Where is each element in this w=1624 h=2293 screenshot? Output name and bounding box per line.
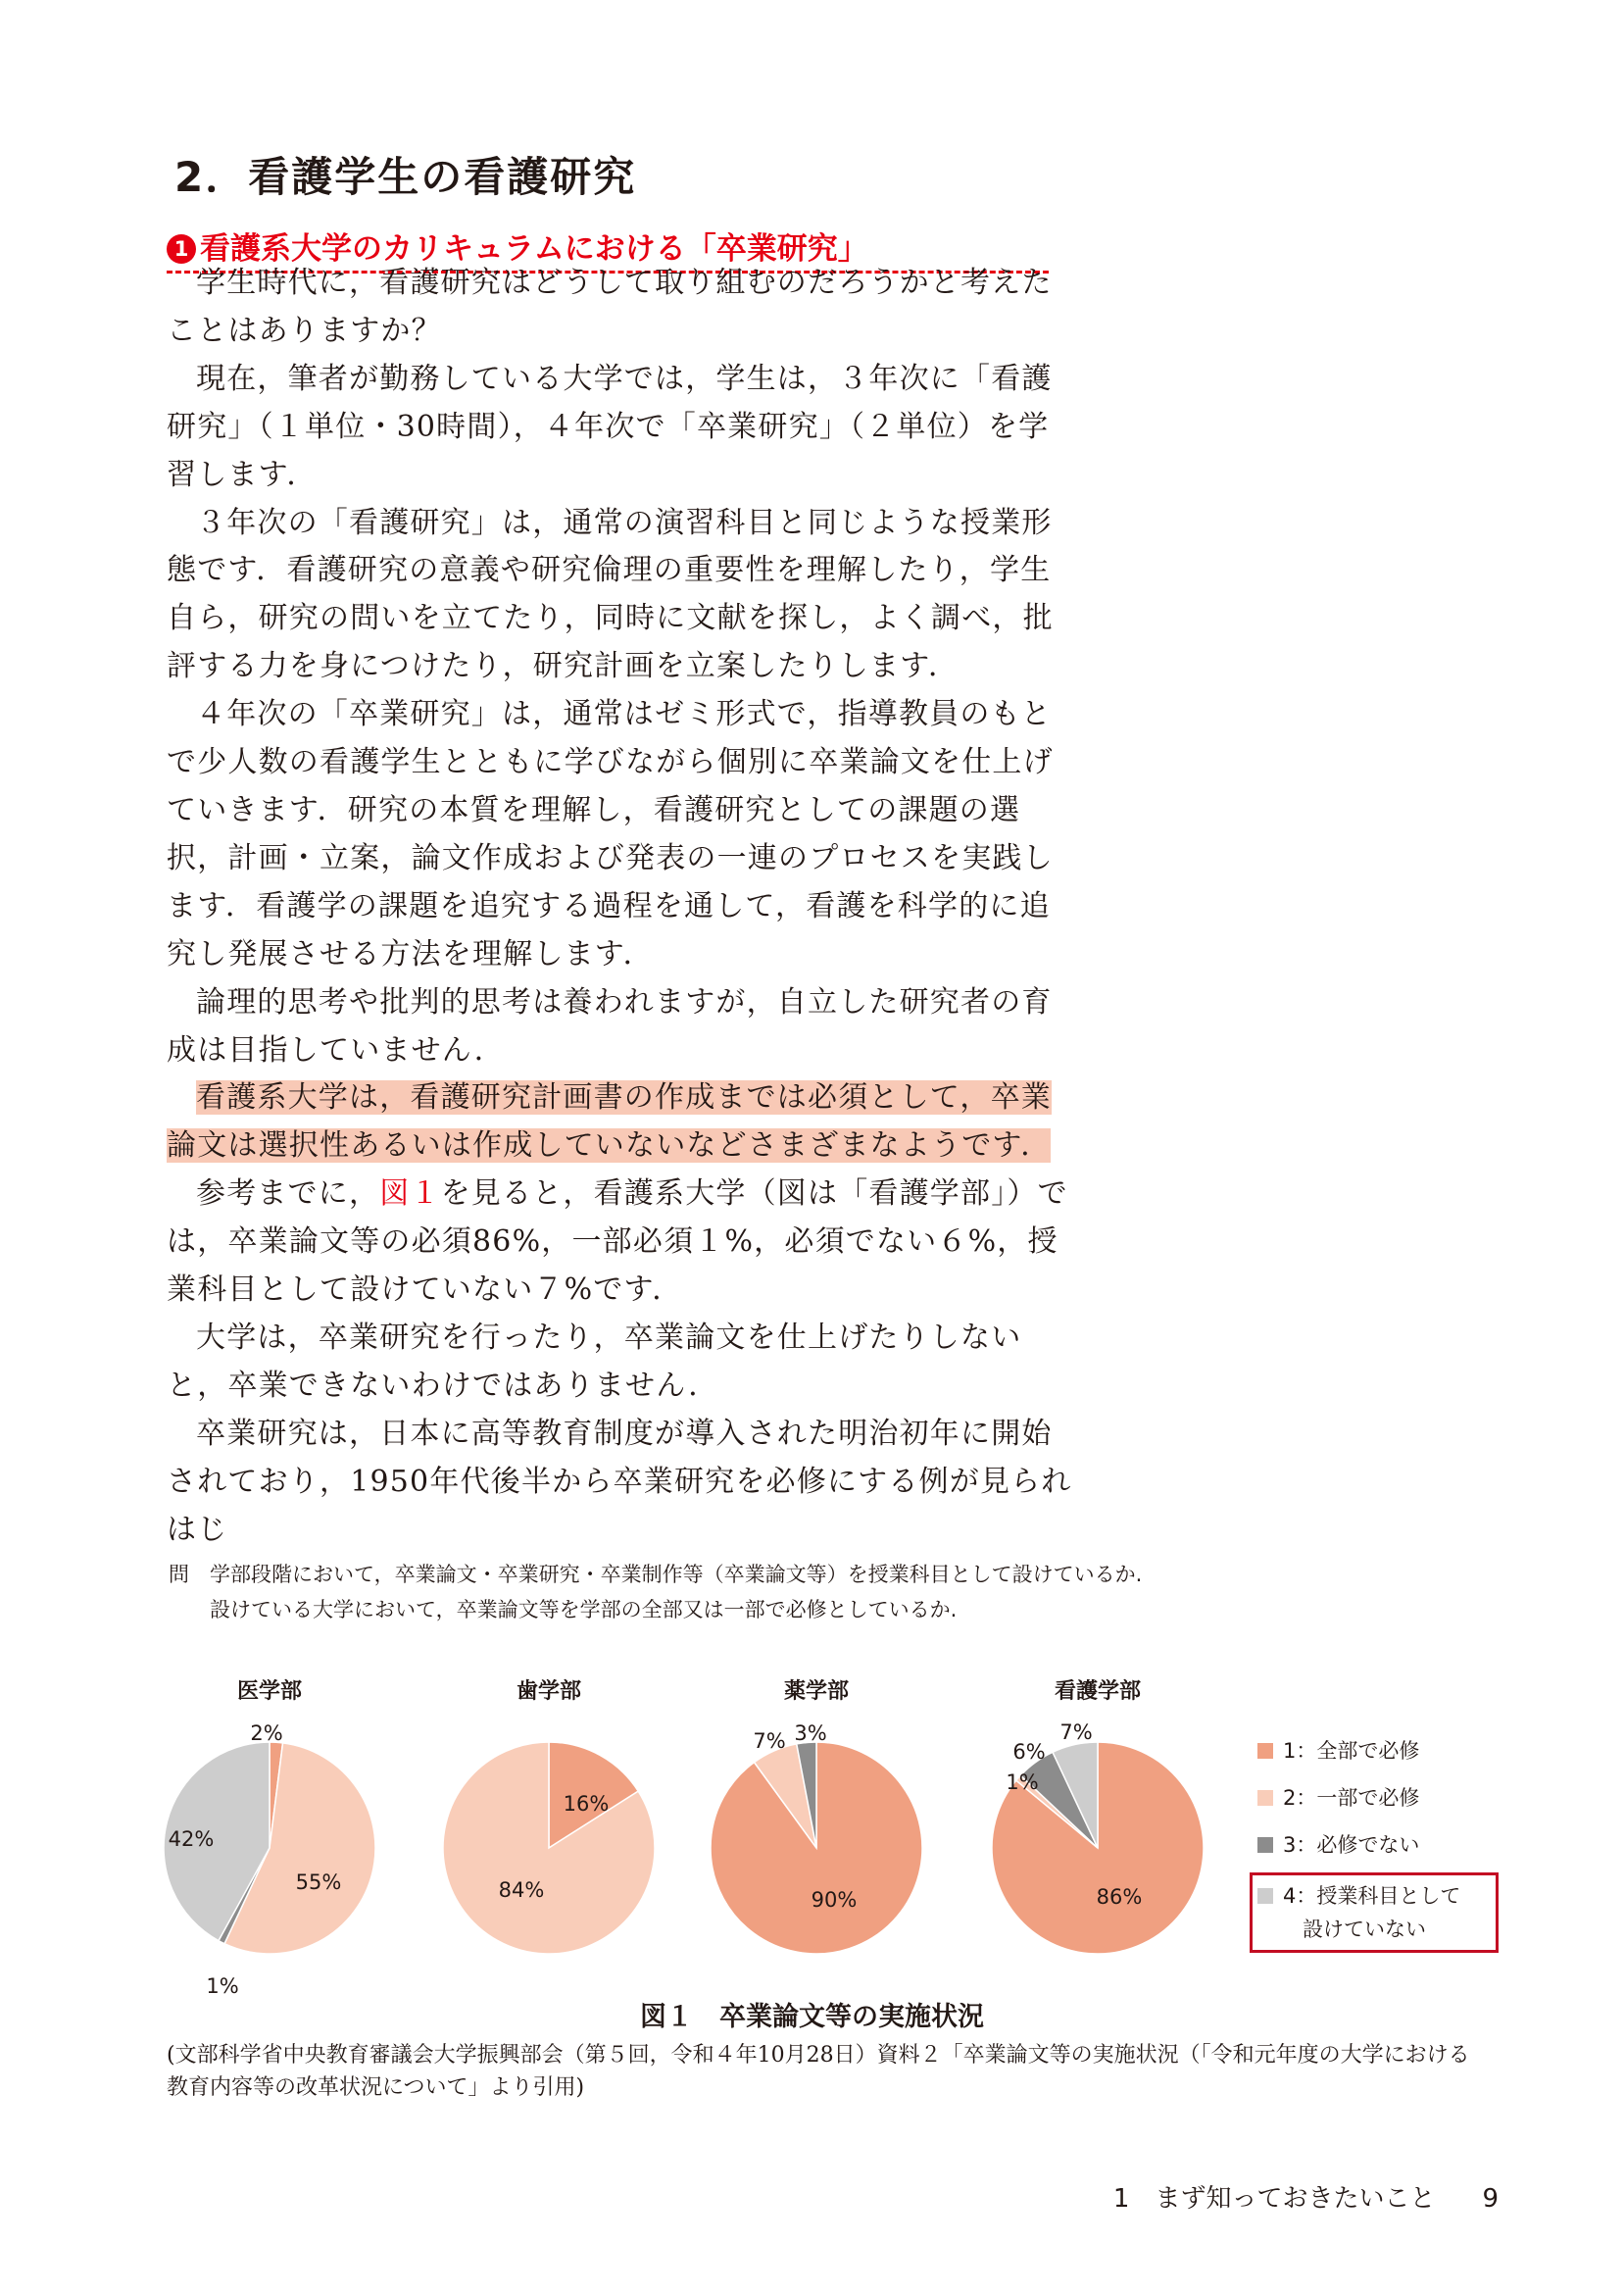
- legend-item: 1：全部で必修: [1257, 1735, 1419, 1765]
- legend-item: 3：必修でない: [1257, 1829, 1419, 1859]
- legend-item: 4：授業科目として 設けていない: [1257, 1880, 1460, 1943]
- highlight-paragraph: [167, 1074, 1078, 1171]
- pie-data-label: 2%: [250, 1721, 283, 1745]
- pie-chart-svg: [157, 1667, 1255, 2000]
- pie-data-label: 7%: [753, 1729, 786, 1753]
- legend-swatch: [1257, 1837, 1273, 1853]
- page-title: 2．看護学生の看護研究: [174, 153, 637, 201]
- pie-title: 看護学部: [1054, 1679, 1142, 1704]
- figure-source: (文部科学省中央教育審議会大学振興部会（第５回，令和４年10月28日）資料２「卒業論文等の実施状況（「令和元年度の大学における教育内容等の改革状況について」より引用): [167, 2043, 1470, 2100]
- pie-data-label: 7%: [1059, 1720, 1093, 1744]
- body-text: [167, 260, 1078, 1554]
- pie-data-label: 16%: [563, 1792, 610, 1816]
- paragraph: 大学は，卒業研究を行ったり，卒業論文を仕上げたりしないと，卒業できないわけではありません．: [167, 1320, 1022, 1403]
- highlighted-text: 看護系大学は，看護研究計画書の作成までは必須として，卒業論文は選択性あるいは作成していないなどさまざまなようです．: [167, 1080, 1052, 1164]
- page-footer: [1113, 2178, 1499, 2215]
- paragraph: 現在，筆者が勤務している大学では，学生は，３年次に「看護研究」（１単位・30時間），４年次で「卒業研究」（２単位）を学習します．: [167, 361, 1053, 492]
- pie-data-label: 86%: [1096, 1885, 1143, 1909]
- legend-highlight-box: [1250, 1872, 1499, 1953]
- pie-title: 薬学部: [783, 1679, 850, 1704]
- pie-data-label: 55%: [295, 1870, 342, 1894]
- legend-swatch: [1257, 1790, 1273, 1806]
- section-number-badge: 1: [167, 234, 196, 264]
- figure-caption: 図１ 卒業論文等の実施状況: [640, 2002, 984, 2032]
- pie-title: 歯学部: [516, 1679, 582, 1704]
- paragraph: 卒業研究は，日本に高等教育制度が導入された明治初年に開始されており，1950年代後半から卒業研究を必修にする例が見られはじ: [167, 1416, 1072, 1547]
- legend-swatch: [1257, 1743, 1273, 1759]
- pie-data-label: 42%: [168, 1827, 215, 1851]
- question-line-1: 学部段階において，卒業論文・卒業研究・卒業制作等（卒業論文等）を授業科目として設けているか.: [210, 1563, 1143, 1586]
- pie-data-label: 1%: [206, 1974, 239, 1998]
- pie-title: 医学部: [236, 1679, 303, 1704]
- paragraph: ４年次の「卒業研究」は，通常はゼミ形式で，指導教員のもとで少人数の看護学生とともに学びながら個別に卒業論文を仕上げていきます．研究の本質を理解し，看護研究としての課題の選択，計画・立案，論文作成および発表の一連のプロセスを実践します．看護学の課題を追究する過程を通して，看護を科学的に追究し発展させる方法を理解します．: [167, 697, 1054, 972]
- question-label: 問: [169, 1563, 189, 1586]
- pie-data-label: 6%: [1012, 1740, 1046, 1764]
- section-heading-text: 看護系大学のカリキュラムにおける「卒業研究」: [200, 231, 868, 267]
- figure-link[interactable]: 図１: [379, 1176, 441, 1212]
- footer-chapter: 1 まず知っておきたいこと: [1112, 2184, 1436, 2214]
- question-line-2: 設けている大学において，卒業論文等を学部の全部又は一部で必修としているか.: [210, 1598, 958, 1621]
- paragraph: ３年次の「看護研究」は，通常の演習科目と同じような授業形態です．看護研究の意義や研究倫理の重要性を理解したり，学生自ら，研究の問いを立てたり，同時に文献を探し，よく調べ，批評する力を身につけたり，研究計画を立案したりします．: [167, 505, 1054, 684]
- paragraph: 論理的思考や批判的思考は養われますが，自立した研究者の育成は目指していません．: [167, 984, 1053, 1068]
- paragraph: 学生時代に，看護研究はどうして取り組むのだろうかと考えたことはありますか？: [167, 266, 1053, 348]
- pie-data-label: 84%: [498, 1878, 545, 1902]
- legend-item-line2: 設けていない: [1303, 1918, 1426, 1941]
- reference-paragraph: 参考までに，図１を見ると，看護系大学（図は「看護学部」）では，卒業論文等の必須86%，一部必須１%，必須でない６%，授業科目として設けていない７%です．: [167, 1176, 1068, 1308]
- page-number: 9: [1482, 2184, 1499, 2214]
- pie-data-label: 90%: [811, 1888, 858, 1912]
- pie-data-label: 3%: [794, 1721, 827, 1745]
- legend-item: 2：一部で必修: [1257, 1782, 1419, 1812]
- pie-data-label: 1%: [1006, 1770, 1039, 1794]
